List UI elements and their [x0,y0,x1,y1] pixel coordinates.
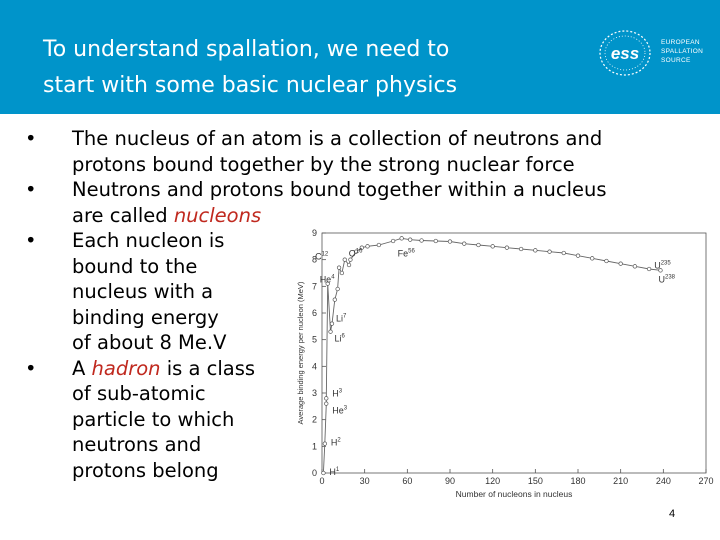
y-tick-label: 0 [311,468,317,478]
bullet-line: neutrons and [72,433,202,456]
bullet-dot-icon: • [25,356,37,380]
bullet-line: bound to the [72,254,198,278]
x-tick-label: 210 [613,476,629,486]
data-point [491,245,495,249]
data-point [324,402,328,406]
data-point [605,259,609,263]
data-point [323,442,327,446]
binding-energy-chart [292,225,717,505]
y-tick-label: 2 [311,414,317,425]
bullet-line: Each nucleon is [72,229,225,252]
bullet-text: are called [72,203,174,227]
logo-line-3: SOURCE [661,57,691,64]
data-point [633,265,637,269]
data-point [400,237,404,241]
emphasis-hadron: hadron [91,356,161,380]
data-point [448,240,452,244]
bullet-line: protons bound together by the strong nuclear force [72,152,575,176]
title-line-2: start with some basic nuclear physics [43,73,458,98]
data-point [420,239,424,243]
isotope-label: Li$^7$ [335,313,347,324]
bullet-line: particle to which [72,407,235,431]
logo-acronym: ess [610,44,640,63]
bullet-dot-icon: • [25,127,37,150]
bullet-line: of sub-atomic [72,382,206,405]
y-tick-label: 7 [311,281,317,292]
slide-title [43,32,563,104]
bullet-item [25,126,705,177]
data-point [347,263,351,267]
data-point [462,242,466,246]
y-tick-label: 3 [311,388,317,398]
y-tick-label: 5 [311,334,317,345]
x-tick-label: 30 [359,476,370,486]
x-tick-label: 150 [527,476,543,486]
data-point [505,246,509,250]
data-point [647,267,651,271]
y-tick-label: 4 [311,361,317,372]
bullet-line: Neutrons and protons bound together within a nucleus [72,178,607,201]
data-point [340,271,344,275]
isotope-label: $U^{238}$ [658,274,676,285]
data-point [519,247,523,251]
data-point [377,243,381,247]
y-tick-label: 1 [311,441,317,452]
data-point [366,245,370,249]
isotope-label: $O^{16}$ [348,248,363,259]
data-point [329,330,333,334]
data-point [477,243,481,247]
bullet-line: nucleus with a [72,280,214,303]
isotope-label: Li$^6$ [334,333,345,344]
data-point [619,262,623,266]
y-tick-label: 6 [311,308,317,318]
isotope-label: $H^3$ [332,388,343,399]
logo-wordmark [661,38,703,65]
title-bar [0,0,720,114]
bullet-line: protons belong [72,458,219,482]
data-point [534,249,538,253]
isotope-label: $C^{12}$ [315,251,329,262]
isotope-label: Fe$^{56}$ [397,248,415,259]
data-point [548,250,552,254]
x-tick-label: 180 [570,476,586,486]
y-tick-label: 8 [311,254,317,265]
x-tick-label: 0 [319,476,325,486]
x-tick-label: 120 [485,476,501,486]
bullet-text: is a class [160,356,256,380]
data-point [562,251,566,255]
data-point [324,397,328,401]
x-tick-label: 60 [402,476,413,486]
data-point [337,266,341,270]
data-point [391,239,395,243]
data-point [590,257,594,261]
isotope-label: He$^4$ [319,274,335,285]
bullet-line: The nucleus of an atom is a collection of neutrons and [72,127,603,150]
x-tick-label: 270 [698,476,714,486]
data-point [322,471,326,475]
bullet-item [25,177,705,228]
isotope-label: $U^{235}$ [654,260,671,271]
title-line-1: To understand spallation, we need to [43,37,450,62]
y-tick-label: 9 [311,228,317,238]
data-point [343,258,347,262]
data-point [336,287,340,291]
emphasis-nucleons: nucleons [173,203,262,227]
bullet-dot-icon: • [25,229,37,252]
logo-line-1: EUROPEAN [661,39,700,46]
data-point [576,254,580,258]
data-point [434,239,438,243]
x-tick-label: 90 [444,476,456,486]
data-point [330,322,334,326]
isotope-label: $H^2$ [330,437,341,448]
data-point [408,238,412,242]
page-number: 4 [669,508,676,520]
isotope-label: $H^1$ [329,467,340,477]
bullet-line: of about 8 Me.V [72,331,227,354]
bullet-text: A [72,356,92,380]
bullet-dot-icon: • [25,178,37,201]
data-point [333,298,337,302]
bullet-line: binding energy [72,305,219,329]
x-tick-label: 240 [655,476,671,486]
isotope-label: He$^3$ [332,405,348,416]
series-line [323,238,660,473]
x-axis-label: Number of nucleons in nucleus [455,489,573,499]
y-axis-label: Average binding energy per nucleon (MeV) [296,281,305,425]
logo-line-2: SPALLATION [661,48,704,55]
